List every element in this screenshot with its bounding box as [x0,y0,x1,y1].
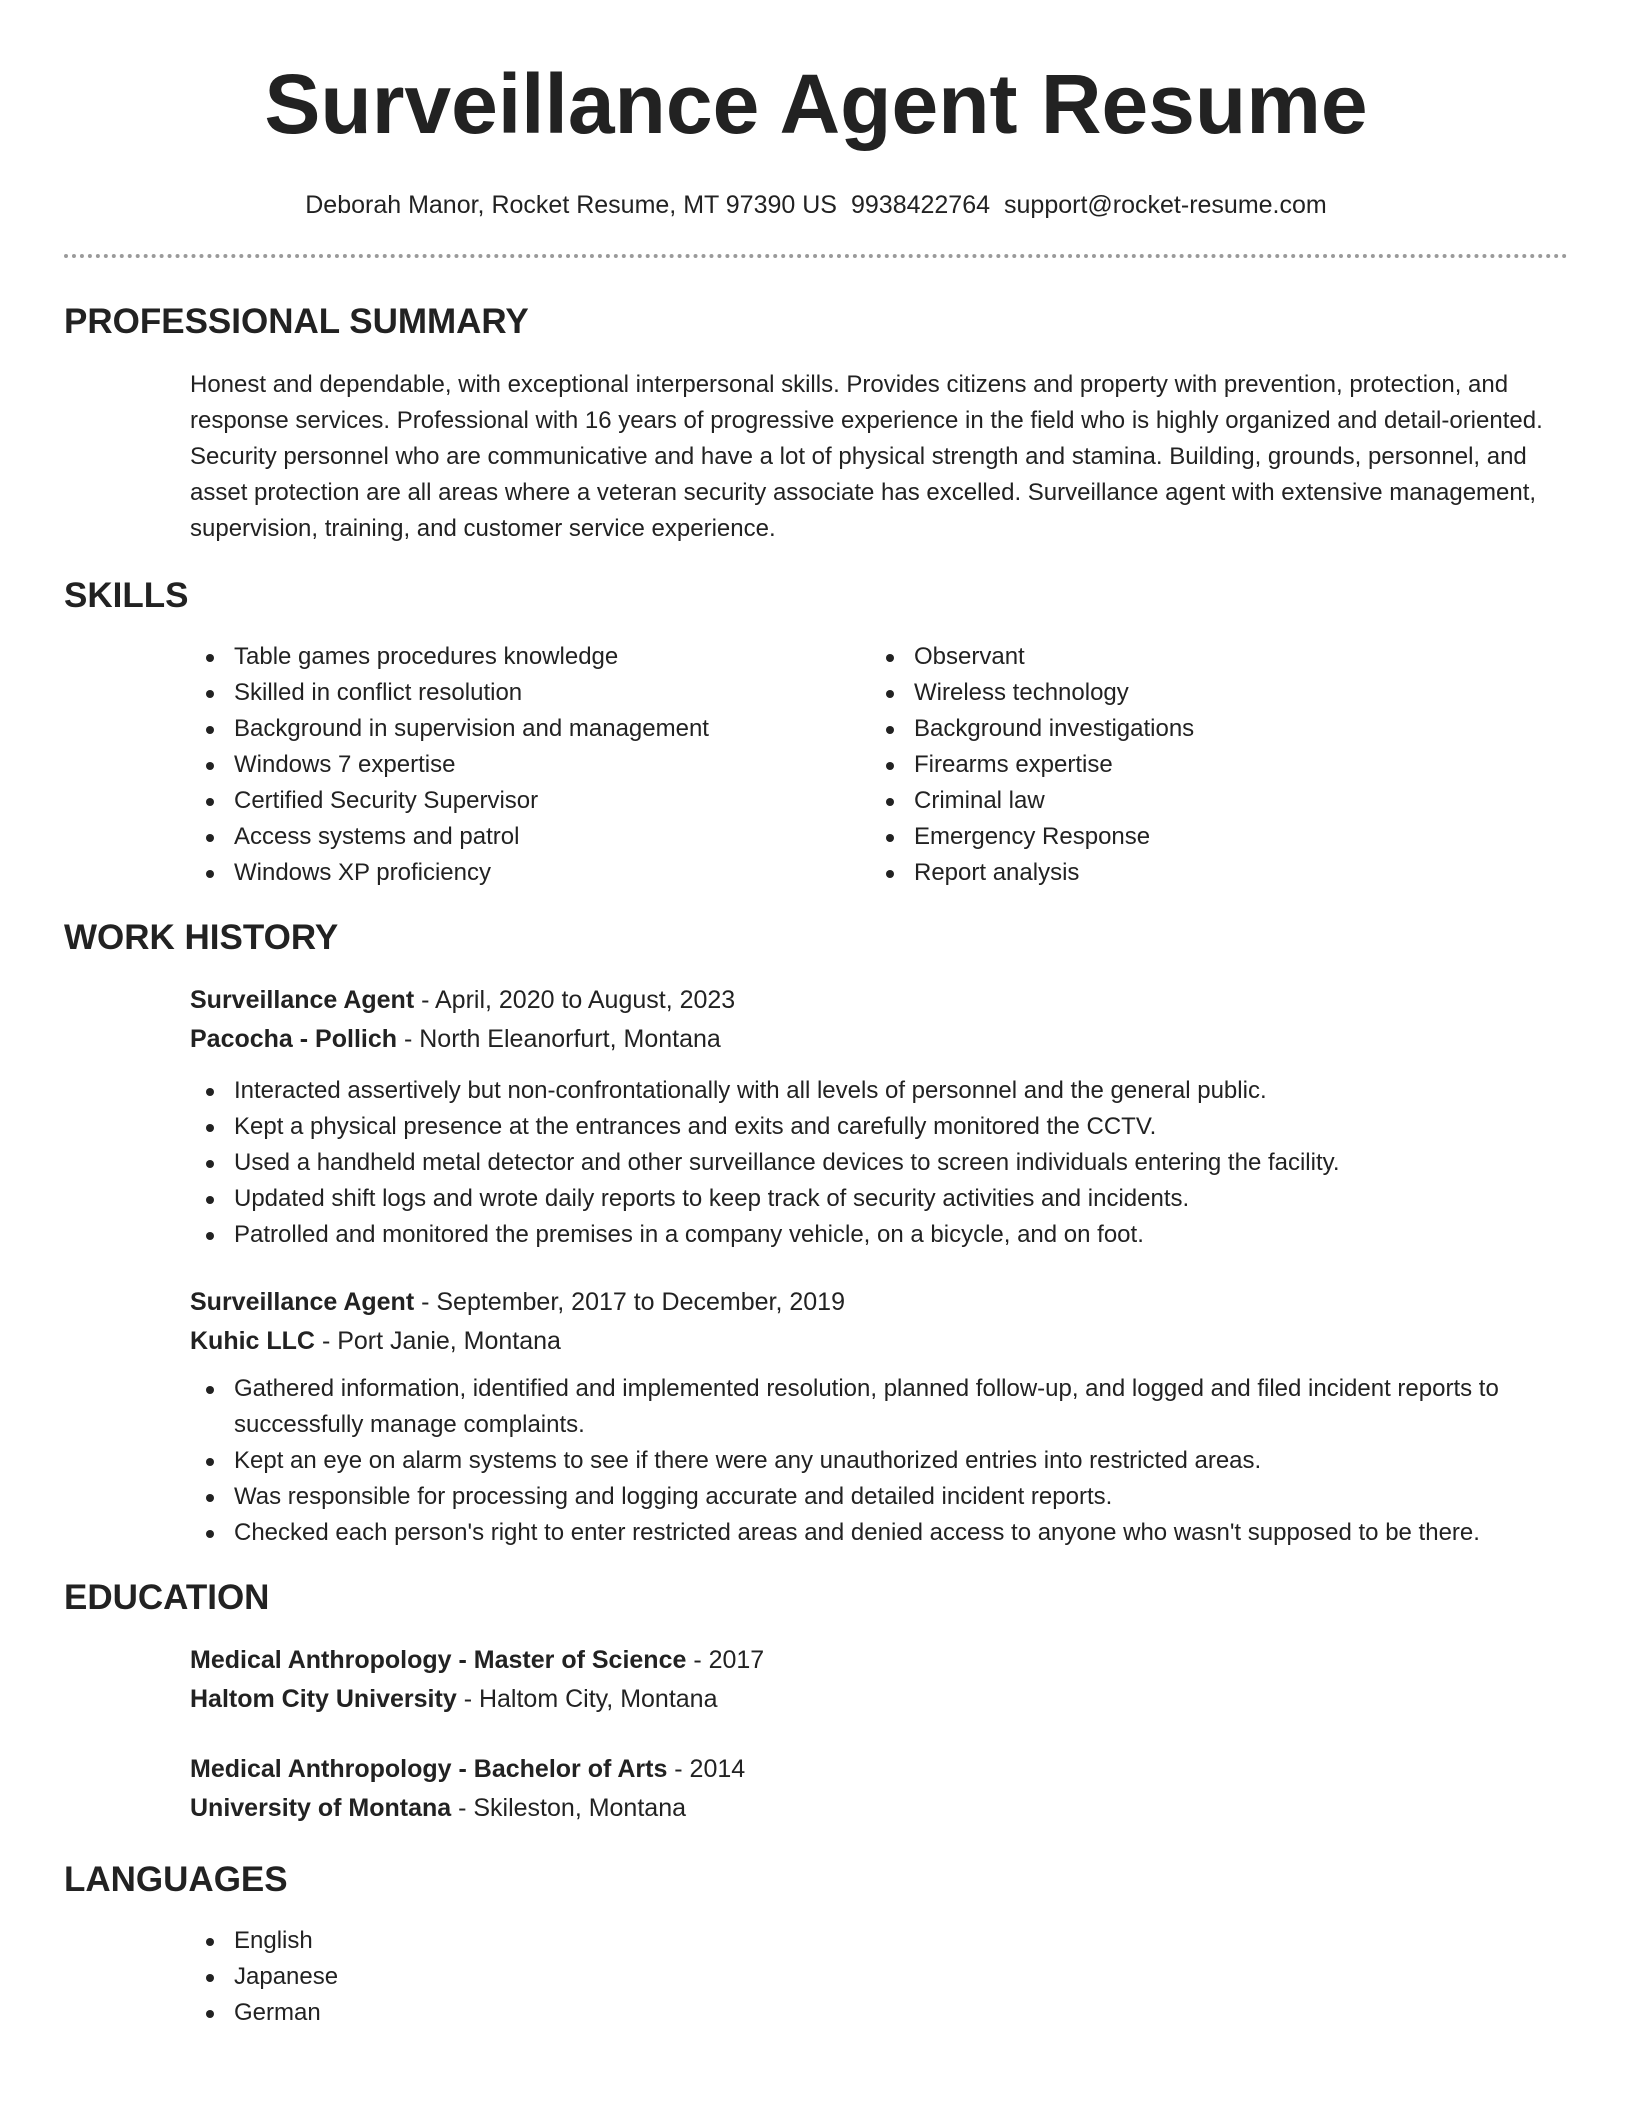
skill-item: Firearms expertise [870,747,1550,783]
skill-item: Windows XP proficiency [190,855,870,891]
language-item: Japanese [190,1959,1568,1995]
skills-column-right [870,639,1550,891]
summary-heading: PROFESSIONAL SUMMARY [64,302,529,342]
education-year: - 2017 [686,1646,765,1675]
contact-email[interactable]: support@rocket-resume.com [1004,191,1327,220]
education-school: Haltom City University [190,1685,457,1714]
education-degree: Medical Anthropology - Bachelor of Arts [190,1755,668,1784]
contact-line [64,190,1568,220]
education-location: - Haltom City, Montana [456,1685,718,1714]
job-role: Surveillance Agent [190,1288,415,1317]
job-dates: - April, 2020 to August, 2023 [414,986,736,1015]
job-entry [190,981,1568,1253]
summary-text: Honest and dependable, with exceptional interpersonal skills. Provides citizens and property with prevention, protection, and response services. Professional with 16 years of progressive experience in the field who is highly organized and detail-oriented. Security personnel who are communicative and have a lot of physical strength and stamina. Building, grounds, personnel, and asset protection are all areas where a veteran security associate has excelled. Surveillance agent with extensive management, supervision, training, and customer service experience. [190,371,1543,543]
education-school: University of Montana [190,1794,452,1823]
education-degree-line [190,1641,1568,1680]
job-bullet: Patrolled and monitored the premises in a company vehicle, on a bicycle, and on foot. [190,1217,1568,1253]
education-location: - Skileston, Montana [451,1794,686,1823]
work-heading: WORK HISTORY [64,918,339,958]
job-title-line [190,1283,1568,1322]
job-location: - Port Janie, Montana [315,1327,561,1356]
skills-column-left [190,639,870,891]
skill-item: Background in supervision and management [190,711,870,747]
skill-item: Emergency Response [870,819,1550,855]
job-bullet: Used a handheld metal detector and other surveillance devices to screen individuals entering the facility. [190,1145,1568,1181]
skill-item: Certified Security Supervisor [190,783,870,819]
education-entry [190,1750,1568,1828]
job-bullet: Gathered information, identified and implemented resolution, planned follow-up, and logged and filed incident reports to successfully manage complaints. [190,1371,1568,1443]
skill-item: Access systems and patrol [190,819,870,855]
job-bullet: Was responsible for processing and logging accurate and detailed incident reports. [190,1479,1568,1515]
education-degree-line [190,1750,1568,1789]
job-company-line [190,1020,1568,1059]
skills-heading: SKILLS [64,576,189,616]
education-heading: EDUCATION [64,1578,270,1618]
resume-title: Surveillance Agent Resume [264,57,1368,151]
job-company: Kuhic LLC [190,1327,315,1356]
skill-item: Criminal law [870,783,1550,819]
skill-item: Windows 7 expertise [190,747,870,783]
language-item: German [190,1995,1568,2031]
job-company-line [190,1322,1568,1361]
job-bullet: Updated shift logs and wrote daily reports to keep track of security activities and incidents. [190,1181,1568,1217]
education-school-line [190,1680,1568,1719]
education-year: - 2014 [667,1755,746,1784]
job-location: - North Eleanorfurt, Montana [397,1025,721,1054]
skill-item: Skilled in conflict resolution [190,675,870,711]
job-dates: - September, 2017 to December, 2019 [414,1288,845,1317]
job-entry [190,1283,1568,1551]
skill-item: Observant [870,639,1550,675]
job-bullets [190,1371,1568,1551]
education-school-line [190,1789,1568,1828]
education-degree: Medical Anthropology - Master of Science [190,1646,687,1675]
languages-list [190,1923,1568,2031]
skills-list [190,639,1568,891]
language-item: English [190,1923,1568,1959]
contact-phone: 9938422764 [850,191,991,220]
job-bullet: Interacted assertively but non-confrontationally with all levels of personnel and the general public. [190,1073,1568,1109]
job-bullet: Checked each person's right to enter restricted areas and denied access to anyone who wasn't supposed to be there. [190,1515,1568,1551]
job-title-line [190,981,1568,1020]
header-divider [64,254,1568,258]
languages-heading: LANGUAGES [64,1860,288,1900]
job-bullet: Kept an eye on alarm systems to see if there were any unauthorized entries into restricted areas. [190,1443,1568,1479]
job-role: Surveillance Agent [190,986,415,1015]
contact-address: Deborah Manor, Rocket Resume, MT 97390 US [305,191,837,220]
skill-item: Background investigations [870,711,1550,747]
resume-page [64,0,1568,2031]
job-company: Pacocha - Pollich [190,1025,398,1054]
education-entry [190,1641,1568,1719]
skill-item: Table games procedures knowledge [190,639,870,675]
skill-item: Wireless technology [870,675,1550,711]
skill-item: Report analysis [870,855,1550,891]
job-bullet: Kept a physical presence at the entrances and exits and carefully monitored the CCTV. [190,1109,1568,1145]
job-bullets [190,1073,1568,1253]
